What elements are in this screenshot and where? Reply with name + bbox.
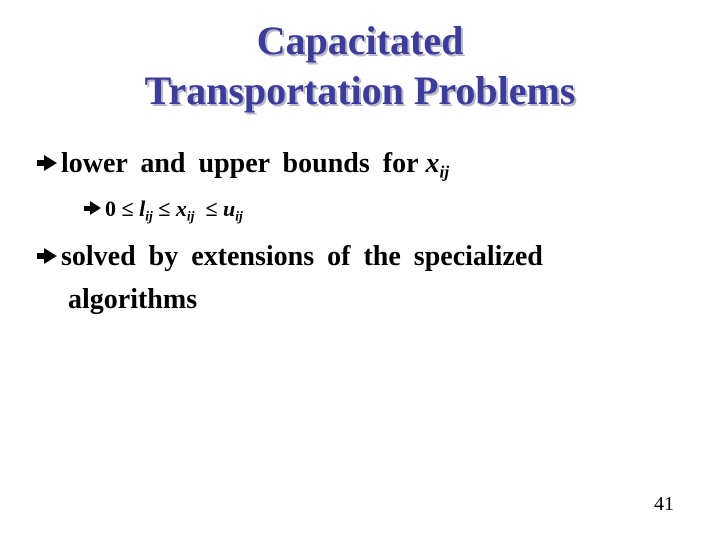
slide-title	[0, 16, 720, 116]
right-arrow-icon	[44, 248, 57, 264]
variable-l: l	[139, 196, 146, 221]
title-line-2: Transportation Problems	[144, 68, 576, 113]
bullet-solved	[36, 240, 543, 274]
right-arrow-icon	[90, 201, 101, 215]
le-sign-2: ≤	[205, 196, 218, 221]
bullet-bounds	[36, 147, 449, 181]
bullet-text: lower and upper bounds for	[61, 148, 419, 179]
subscript-x: ij	[186, 208, 195, 224]
title-line-1: Capacitated	[256, 18, 464, 63]
bullet-arrow	[36, 147, 61, 181]
bullet-arrow	[82, 194, 105, 224]
variable-x: x	[175, 196, 187, 221]
bullet-text-line-2: algorithms	[68, 284, 198, 315]
bullet-solved-continuation	[68, 283, 197, 317]
page-number: 41	[654, 493, 674, 515]
inequality-lead: 0 ≤	[105, 196, 134, 221]
bullet-text-line-1: solved by extensions of the specialized	[61, 241, 543, 272]
sub-bullet-inequality	[82, 194, 243, 224]
bullet-arrow	[36, 240, 61, 274]
le-sign-1: ≤	[158, 196, 171, 221]
variable-u: u	[223, 196, 236, 221]
variable-x: x	[425, 148, 440, 179]
right-arrow-icon	[44, 155, 57, 171]
subscript-ij: ij	[439, 162, 450, 182]
subscript-u: ij	[235, 208, 243, 224]
subscript-l: ij	[145, 208, 153, 224]
